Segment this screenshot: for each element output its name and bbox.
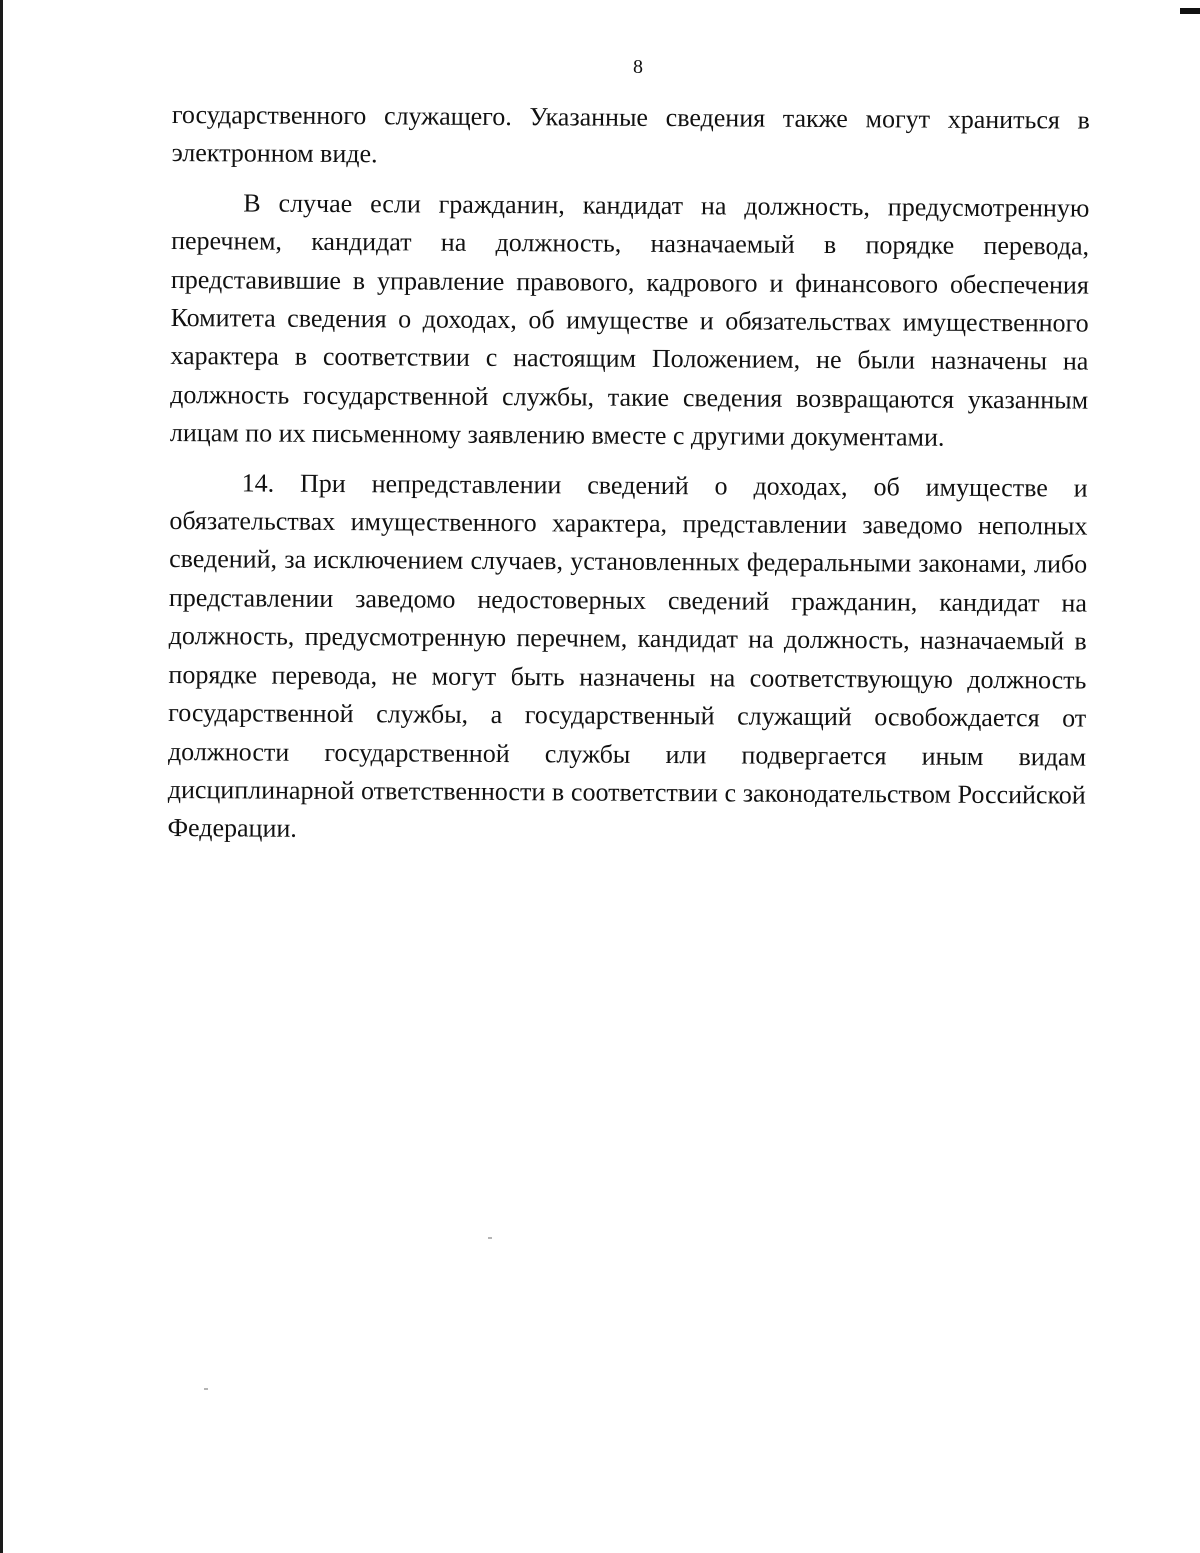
paragraph-clause-14: 14. При непредставлении сведений о доходах, об имуществе и обязательствах имущественного характера, представлении заведомо неполных сведений, за исключением случаев, установленных федеральными законами, либо представлении заведомо недостоверных сведений гражданин, кандидат на должность, предусмотренную перечнем, кандидат на должность, назначаемый в порядке перевода, не могут быть назначены на соответствующую должность государственной службы, а государственный служащий освобождается от должности государственной службы или подвергается иным видам дисциплинарной ответственности в соответствии с законодательством Российской Федерации. (167, 468, 1088, 844)
paragraph-continuation: государственного служащего. Указанные сведения также могут храниться в электронном виде. (171, 99, 1090, 169)
page-number: 8 (633, 56, 643, 78)
scan-mark-top-right (1180, 8, 1200, 14)
scan-speck (204, 1388, 208, 1390)
scan-speck (488, 1237, 492, 1239)
document-body (167, 96, 1090, 864)
scan-edge-left (0, 0, 3, 1553)
paragraph-return-of-info: В случае если гражданин, кандидат на должность, предусмотренную перечнем, кандидат на должность, назначаемый в порядке перевода, представившие в управление правового, кадрового и финансового обеспечения Комитета сведения о доходах, об имуществе и обязательствах имущественного характера в соответствии с настоящим Положением, не были назначены на должность государственной службы, такие сведения возвращаются указанным лицам по их письменному заявлению вместе с другими документами. (169, 188, 1090, 452)
